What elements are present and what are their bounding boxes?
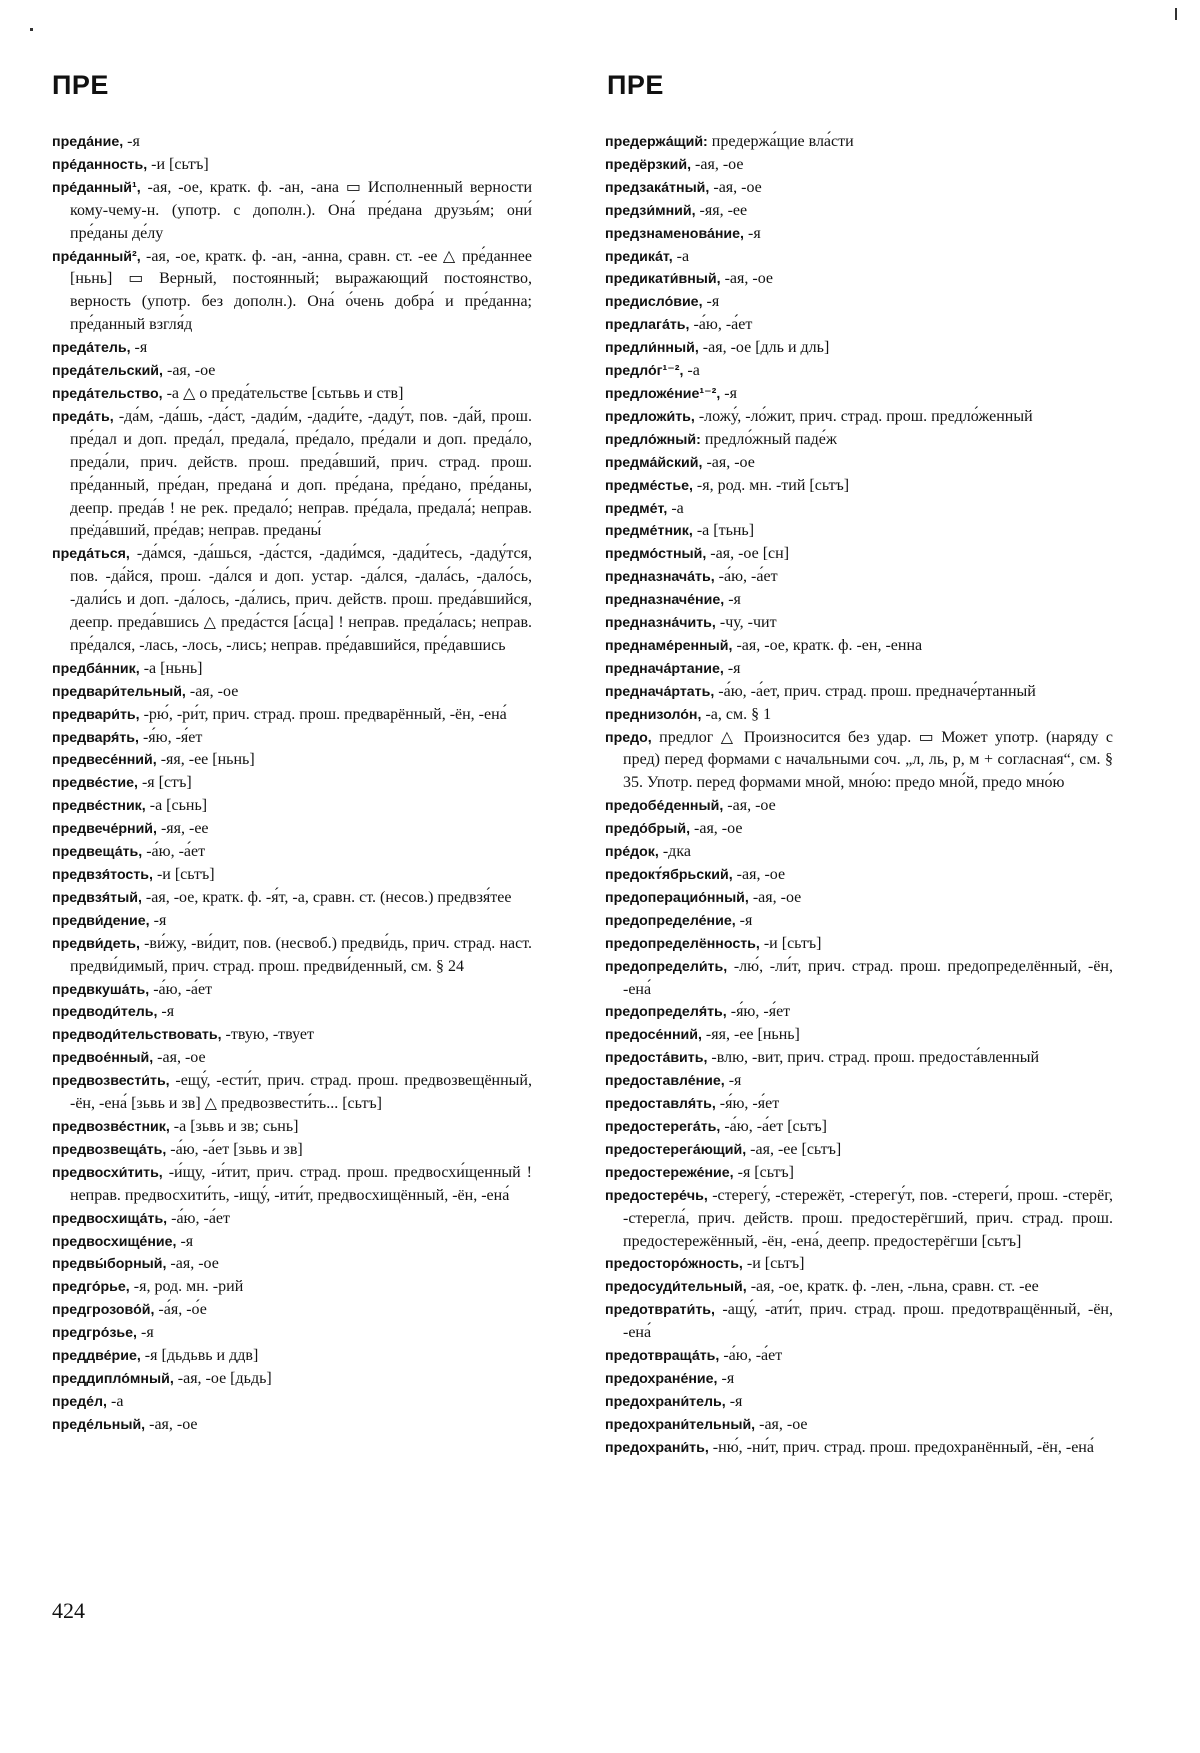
entry-headword: предваря́ть, [52, 729, 139, 746]
entry-body: -ая, -ое [дль и дль] [698, 339, 830, 357]
entry-body: -я [724, 1072, 742, 1090]
dictionary-entry [605, 406, 1113, 429]
entry-headword: предоставле́ние, [605, 1073, 725, 1090]
dictionary-entry [52, 154, 532, 177]
dictionary-entry [605, 1001, 1113, 1024]
entry-body: -я [176, 1232, 194, 1250]
dictionary-entry [52, 1322, 532, 1345]
entry-headword: предвече́рний, [52, 821, 157, 838]
entry-body: -а [672, 247, 690, 265]
entry-body: -а, см. § 1 [701, 705, 772, 723]
entry-headword: предло́жный: [605, 431, 701, 448]
entry-headword: предве́стник, [52, 798, 146, 815]
dictionary-entry [605, 612, 1113, 635]
entry-body: -а́ю, -а́ет [167, 1209, 231, 1227]
entry-body: -и [сьтъ] [759, 934, 822, 952]
entry-headword: предмо́стный, [605, 546, 707, 563]
entry-body: -и [сьтъ] [147, 155, 209, 173]
entry-headword: предохрани́ть, [605, 1439, 709, 1456]
dictionary-entry [52, 1276, 532, 1299]
entry-headword: предвари́тельный, [52, 683, 186, 700]
entry-headword: предли́нный, [605, 340, 699, 357]
entry-headword: предисло́вие, [605, 294, 703, 311]
entry-body: -а́ю, -а́ет, прич. страд. прош. предначе́ртанный [714, 682, 1036, 700]
dictionary-entry [605, 727, 1113, 796]
entry-headword: предме́т, [605, 500, 668, 517]
entry-headword: предосторо́жность, [605, 1256, 743, 1273]
entry-headword: преднизоло́н, [605, 706, 702, 723]
dictionary-entry [52, 933, 532, 979]
entry-headword: предвозвеща́ть, [52, 1141, 167, 1158]
dictionary-entry [52, 177, 532, 246]
entry-headword: предвы́борный, [52, 1256, 167, 1273]
entry-headword: предзнаменова́ние, [605, 225, 744, 242]
entry-body: -ложу́, -ло́жит, прич. страд. прош. предло́женный [694, 407, 1033, 425]
entry-body: -я [724, 591, 741, 609]
dictionary-entry [605, 520, 1113, 543]
dictionary-entry [605, 360, 1113, 383]
dictionary-entry [52, 131, 532, 154]
entry-headword: предохрани́тель, [605, 1393, 726, 1410]
entry-headword: предопределя́ть, [605, 1004, 727, 1021]
left-column [52, 131, 532, 1437]
entry-body: -я [149, 911, 167, 929]
entry-body: -я [157, 1003, 175, 1021]
dictionary-entry [605, 1139, 1113, 1162]
entry-headword: предвозве́стник, [52, 1118, 170, 1135]
dictionary-entry [52, 658, 532, 681]
dictionary-entry [52, 246, 532, 338]
entry-headword: преддве́рие, [52, 1348, 141, 1365]
entry-body: -стерегу́, -стережёт, -стерегу́т, пов. -стереги́, прош. -стерёг, -стерегла́, прич. действ. прош. предостерёгший, прич. страд. прош. предостережённый, -ён, -ена́, деепр. предостерёгши [сьтъ] [623, 1186, 1113, 1250]
entry-headword: предостереже́ние, [605, 1164, 734, 1181]
entry-headword: предотвраща́ть, [605, 1348, 720, 1365]
entry-headword: преда́тельство, [52, 385, 163, 402]
entry-body: -ви́жу, -ви́дит, пов. (несвоб.) предви́дь, прич. страд. наст. предви́димый, прич. страд. прош. предви́денный, см. § 24 [70, 934, 532, 975]
dictionary-entry [605, 246, 1113, 269]
entry-headword: предме́стье, [605, 477, 693, 494]
entry-body: -ню́, -ни́т, прич. страд. прош. предохранённый, -ён, -ена́ [708, 1438, 1094, 1456]
dictionary-entry [605, 383, 1113, 406]
dictionary-entry [605, 1024, 1113, 1047]
entry-headword: предвосхище́ние, [52, 1233, 177, 1250]
dictionary-entry [52, 795, 532, 818]
entry-headword: предержа́щий: [605, 134, 708, 150]
entry-headword: предотврати́ть, [605, 1302, 715, 1319]
entry-headword: преднаме́ренный, [605, 637, 733, 654]
entry-headword: преде́льный, [52, 1416, 146, 1433]
dictionary-entry [605, 841, 1113, 864]
entry-headword: предме́тник, [605, 523, 693, 540]
entry-body: -а́ю, -а́ет [689, 316, 753, 334]
entry-body: -я [717, 1369, 735, 1387]
entry-headword: преддипло́мный, [52, 1370, 174, 1387]
dictionary-entry [52, 1116, 532, 1139]
entry-headword: предохране́ние, [605, 1370, 718, 1387]
entry-headword: предложе́ние¹⁻², [605, 385, 721, 402]
dictionary-entry [52, 910, 532, 933]
entry-headword: предвзя́тость, [52, 867, 153, 883]
entry-headword: предоперацио́нный, [605, 889, 749, 906]
entry-body: -а [зьвь и зв; сьнь] [169, 1117, 299, 1135]
entry-headword: предлага́ть, [605, 317, 690, 334]
entry-body: -ещу́, -ести́т, прич. страд. прош. предвозвещённый, -ён, -ена́ [зьвь и зв] △ предвозвести́ть... [сьтъ] [70, 1072, 532, 1113]
dictionary-entry [605, 337, 1113, 360]
entry-headword: преде́л, [52, 1393, 107, 1410]
entry-body: -а́ю, -а́ет [719, 1347, 783, 1365]
dictionary-entry [605, 177, 1113, 200]
dictionary-entry [605, 887, 1113, 910]
entry-headword: пре́данный¹, [52, 179, 141, 196]
entry-body: -я [сьтъ] [733, 1163, 795, 1181]
entry-body: -я [130, 339, 148, 357]
entry-body: -и [сьтъ] [152, 866, 215, 883]
entry-headword: предвеща́ть, [52, 844, 143, 861]
entry-body: -а́ю, -а́ет [714, 568, 778, 586]
entry-headword: предопредели́ть, [605, 958, 728, 975]
entry-body: -ая, -ое [162, 362, 216, 380]
entry-headword: преда́тель, [52, 340, 131, 357]
entry-body: -я́ю, -я́ет [138, 728, 203, 746]
entry-body: -а [667, 499, 684, 517]
entry-body: -а́ю, -а́ет [149, 980, 213, 998]
dictionary-entry [52, 1024, 532, 1047]
entry-body: -а́ю, -а́ет [142, 843, 206, 861]
dictionary-entry [605, 1391, 1113, 1414]
entry-body: -и́щу, -и́тит, прич. страд. прош. предвосхи́щенный ! неправ. предвосхити́ть, -ищу́, -ити́т, предвосхищённый, -ён, -ена́ [70, 1163, 532, 1204]
entry-body: -я [136, 1324, 154, 1342]
entry-body: -ая, -ее [сьтъ] [746, 1140, 842, 1158]
entry-body: -а [683, 362, 700, 380]
entry-headword: пре́док, [605, 844, 659, 861]
dictionary-entry [605, 864, 1113, 887]
entry-headword: преда́ться, [52, 546, 130, 563]
right-column [605, 131, 1113, 1460]
dictionary-entry [605, 1093, 1113, 1116]
entry-headword: предводи́тель, [52, 1004, 158, 1021]
entry-headword: предма́йский, [605, 454, 703, 471]
entry-headword: предвкуша́ть, [52, 981, 150, 998]
dictionary-entry [52, 1162, 532, 1208]
entry-body: -яя, -ее [ньнь] [156, 751, 255, 769]
entry-body: -а́ю, -а́ет [сьтъ] [720, 1117, 827, 1135]
entry-headword: предоста́вить, [605, 1050, 708, 1067]
entry-body: -ая, -ое [185, 682, 239, 700]
dictionary-entry [605, 131, 1113, 154]
dictionary-entry [605, 1070, 1113, 1093]
dictionary-entry [605, 1437, 1113, 1460]
dictionary-entry [605, 268, 1113, 291]
entry-body: -я, род. мн. -тий [сьтъ] [692, 476, 850, 494]
entry-body: -ая, -ое [690, 820, 743, 838]
dictionary-entry [605, 498, 1113, 521]
entry-body: -я [735, 911, 753, 929]
entry-headword: предоставля́ть, [605, 1096, 716, 1113]
dictionary-entry [605, 429, 1113, 452]
entry-headword: предобе́денный, [605, 798, 724, 815]
entry-body: -рю́, -ри́т, прич. страд. прош. предварённый, -ён, -ена́ [139, 705, 507, 723]
dictionary-entry [605, 1276, 1113, 1299]
entry-body: -а [ньнь] [139, 659, 203, 677]
entry-body: -я [стъ] [137, 774, 192, 792]
entry-body: -а [106, 1392, 124, 1410]
entry-body: -ая, -ое [755, 1415, 808, 1433]
entry-body: -ая, -ое [153, 1049, 206, 1067]
entry-headword: предводи́тельствовать, [52, 1027, 222, 1044]
dictionary-entry [52, 1368, 532, 1391]
entry-headword: предназнача́ть, [605, 569, 715, 586]
dictionary-entry [52, 1414, 532, 1437]
entry-body: -ая, -ое [145, 1415, 198, 1433]
entry-headword: преда́ние, [52, 134, 124, 150]
dictionary-entry [605, 681, 1113, 704]
entry-headword: предостерега́ющий, [605, 1141, 747, 1158]
entry-body: -я [702, 293, 720, 311]
entry-headword: предо́брый, [605, 821, 691, 838]
dictionary-entry [605, 818, 1113, 841]
entry-headword: преднача́ртание, [605, 660, 724, 677]
entry-headword: предви́дение, [52, 912, 150, 929]
dictionary-entry [605, 291, 1113, 314]
entry-body: -ащу́, -ати́т, прич. страд. прош. предотвращённый, -ён, -ена́ [623, 1301, 1113, 1342]
dictionary-entry [605, 543, 1113, 566]
dictionary-entry [52, 704, 532, 727]
entry-body: -влю, -вит, прич. страд. прош. предоста́вленный [707, 1049, 1040, 1067]
dictionary-entry [52, 543, 532, 658]
entry-headword: предвосхи́тить, [52, 1164, 163, 1181]
dictionary-entry [605, 635, 1113, 658]
entry-headword: предосе́нний, [605, 1027, 702, 1044]
scan-mark [1175, 8, 1177, 20]
entry-headword: предвое́нный, [52, 1050, 154, 1067]
entry-headword: предве́стие, [52, 775, 138, 792]
dictionary-entry [52, 772, 532, 795]
entry-headword: предикати́вный, [605, 271, 721, 288]
entry-body: предло́жный паде́ж [700, 430, 837, 448]
entry-body: -ая, -ое, кратк. ф. -ан, -ана ▭ Исполненный верности кому-чему-н. (употр. с дополн.). Она́ пре́дана друзья́м; они́ пре́даны де́лу [70, 178, 532, 242]
dictionary-entry [52, 406, 532, 543]
dictionary-entry [605, 314, 1113, 337]
entry-body: -я [744, 224, 761, 242]
entry-body: -ая, -ое [дьдь] [173, 1369, 272, 1387]
dictionary-entry [52, 681, 532, 704]
entry-body: -и [сьтъ] [742, 1255, 805, 1273]
entry-body: -я [123, 133, 140, 150]
dictionary-entry [605, 1368, 1113, 1391]
dictionary-entry [52, 1299, 532, 1322]
entry-headword: предостерега́ть, [605, 1118, 721, 1135]
dictionary-entry [52, 727, 532, 750]
entry-headword: предвари́ть, [52, 706, 140, 723]
entry-headword: предика́т, [605, 248, 673, 265]
dictionary-entry [52, 1231, 532, 1254]
entry-body: -дка [658, 843, 691, 861]
entry-body: -а [тьнь] [692, 522, 755, 540]
page-header-right: ПРЕ [607, 70, 664, 100]
dictionary-entry [605, 223, 1113, 246]
entry-body: предержа́щие вла́сти [707, 133, 854, 150]
entry-body: -ая, -ое, кратк. ф. -лен, -льна, сравн. ст. -ее [746, 1278, 1039, 1296]
entry-body: -твую, -твует [221, 1026, 315, 1044]
dictionary-entry [605, 1047, 1113, 1070]
entry-headword: пре́данность, [52, 156, 148, 173]
entry-headword: предви́деть, [52, 935, 140, 952]
dictionary-entry [52, 383, 532, 406]
entry-body: -ая, -ое [691, 155, 744, 173]
dictionary-entry [605, 452, 1113, 475]
entry-headword: предвосхища́ть, [52, 1210, 168, 1227]
dictionary-entry [605, 1253, 1113, 1276]
entry-body: -да́м, -да́шь, -да́ст, -дади́м, -дади́те, -даду́т, пов. -да́й, прош. пре́дал и доп. преда́л, предала́, пре́дало, пре́дали и доп. преда́ло, преда́ли, прич. действ. прош. преда́вший, прич. страд. прош. пре́данный, пре́дан, предана́ и доп. пре́дана, пре́дано, пре́даны, деепр. преда́в ! не рек. предало́; неправ. пре́дала, предала́; неправ. пре̇да́вший, пре́дав; неправ. преданы́ [70, 407, 532, 540]
entry-headword: предго́рье, [52, 1279, 130, 1296]
entry-body: -ая, -ое, кратк. ф. -я́т, -а, сравн. ст. (несов.) предвзя́тее [141, 888, 512, 906]
dictionary-entry [605, 1162, 1113, 1185]
dictionary-entry [605, 704, 1113, 727]
dictionary-entry [605, 200, 1113, 223]
entry-body: -яя, -ее [156, 820, 209, 838]
entry-headword: предложи́ть, [605, 408, 695, 425]
dictionary-entry [52, 841, 532, 864]
entry-headword: предназна́чить, [605, 615, 716, 632]
entry-headword: предзи́мний, [605, 202, 696, 219]
entry-headword: предвозвести́ть, [52, 1073, 170, 1090]
dictionary-entry [605, 956, 1113, 1002]
dictionary-entry [605, 589, 1113, 612]
entry-headword: предопределе́ние, [605, 912, 736, 929]
entry-body: -яя, -ее [ньнь] [701, 1026, 800, 1044]
dictionary-entry [52, 749, 532, 772]
entry-body: -да́мся, -да́шься, -да́стся, -дади́мся, -дади́тесь, -даду́тся, пов. -да́йся, прош. -да́лся и доп. устар. -да́лся, -дала́сь, -дало́сь, -дали́сь и доп. -да́лось, -да́лись, прич. действ. прош. преда́вшийся, деепр. преда́вшись △ преда́стся [а́сца] ! неправ. преда́лась; неправ. пре́дался, -лась, -лось, -лись; неправ. пре́давшийся, пре́давшись [70, 545, 532, 654]
entry-body: -я, род. мн. -рий [129, 1278, 244, 1296]
entry-body: -ая, -ое, кратк. ф. -ен, -енна [732, 636, 923, 654]
entry-headword: предназначе́ние, [605, 592, 725, 609]
entry-headword: предгро́зье, [52, 1325, 137, 1342]
dictionary-entry [605, 1299, 1113, 1345]
dictionary-entry [52, 1345, 532, 1368]
dictionary-entry [52, 979, 532, 1002]
entry-body: -ая, -ое [702, 453, 755, 471]
entry-body: -ая, -ое [709, 178, 762, 196]
entry-body: -я [дьдьвь и ддв] [140, 1347, 259, 1365]
scan-mark [30, 28, 33, 31]
entry-body: предлог △ Произносится без удар. ▭ Может употр. (наряду с пред) перед формами с начальными соч. „л, ль, р, м + согласная“, см. § 35. Употр. перед формами мной, мно́ю: предо мно́й, предо мно́ю [623, 728, 1113, 792]
entry-body: -а́ю, -а́ет [зьвь и зв] [166, 1140, 303, 1158]
entry-body: -ая, -ое [720, 270, 774, 288]
dictionary-entry [605, 475, 1113, 498]
dictionary-entry [52, 1253, 532, 1276]
dictionary-entry [605, 1414, 1113, 1437]
entry-headword: преда́тельский, [52, 363, 163, 380]
entry-headword: предба́нник, [52, 660, 140, 677]
entry-body: -яя, -ее [695, 201, 748, 219]
dictionary-entry [52, 1047, 532, 1070]
dictionary-entry [52, 818, 532, 841]
dictionary-entry [605, 795, 1113, 818]
entry-body: -а́я, -о́е [154, 1301, 207, 1319]
dictionary-entry [52, 864, 532, 887]
dictionary-entry [605, 933, 1113, 956]
entry-headword: преднача́ртать, [605, 683, 715, 700]
entry-body: -а [сьнь] [145, 797, 208, 815]
dictionary-entry [605, 1185, 1113, 1254]
entry-headword: пре́данный², [52, 248, 141, 265]
dictionary-entry [605, 566, 1113, 589]
dictionary-entry [605, 1116, 1113, 1139]
entry-body: -я́ю, -я́ет [715, 1095, 780, 1113]
entry-body: -ая, -ое [732, 866, 786, 883]
entry-headword: предгрозово́й, [52, 1302, 155, 1319]
dictionary-entry [605, 658, 1113, 681]
dictionary-entry [52, 1139, 532, 1162]
entry-body: -я [720, 384, 737, 402]
entry-headword: предопределённость, [605, 935, 760, 952]
entry-body: -я [725, 1392, 743, 1410]
entry-headword: предвзя́тый, [52, 889, 142, 906]
entry-body: -ая, -ое [748, 888, 802, 906]
page-number: 424 [52, 1598, 85, 1623]
dictionary-entry [52, 337, 532, 360]
dictionary-entry [52, 1070, 532, 1116]
entry-body: -ая, -ое, кратк. ф. -ан, -анна, сравн. ст. -ее △ пре́даннее [ньнь] ▭ Верный, постоянный; выражающий постоянство, верность (употр. без дополн.). Она́ о́чень добра́ и пре́данна; пре́данный взгля́д [70, 247, 532, 334]
entry-headword: предосуди́тельный, [605, 1279, 747, 1296]
entry-body: -лю́, -ли́т, прич. страд. прош. предопределённый, -ён, -ена́ [623, 957, 1113, 998]
dictionary-entry [52, 1208, 532, 1231]
entry-body: -ая, -ое [723, 797, 776, 815]
entry-body: -а △ о преда́тельстве [сьтьвь и ств] [162, 384, 404, 402]
dictionary-entry [605, 154, 1113, 177]
entry-headword: предёрзкий, [605, 156, 692, 173]
entry-body: -я [723, 659, 741, 677]
entry-headword: преда́ть, [52, 408, 114, 425]
entry-body: -ая, -ое [166, 1255, 219, 1273]
entry-headword: предо, [605, 729, 652, 746]
entry-headword: предло́г¹⁻², [605, 363, 684, 380]
entry-headword: предостере́чь, [605, 1187, 708, 1204]
dictionary-entry [605, 910, 1113, 933]
entry-body: -чу, -чит [715, 614, 777, 632]
dictionary-entry [52, 1001, 532, 1024]
dictionary-entry [52, 360, 532, 383]
dictionary-entry [605, 1345, 1113, 1368]
entry-headword: предзака́тный, [605, 179, 710, 196]
dictionary-entry [52, 887, 532, 910]
page-header-left: ПРЕ [52, 70, 109, 100]
entry-body: -я́ю, -я́ет [726, 1003, 791, 1021]
entry-headword: предокт́ябрьский, [605, 867, 733, 883]
entry-headword: предвесе́нний, [52, 752, 157, 769]
dictionary-entry [52, 1391, 532, 1414]
entry-body: -ая, -ое [сн] [706, 545, 790, 563]
entry-headword: предохрани́тельный, [605, 1416, 756, 1433]
